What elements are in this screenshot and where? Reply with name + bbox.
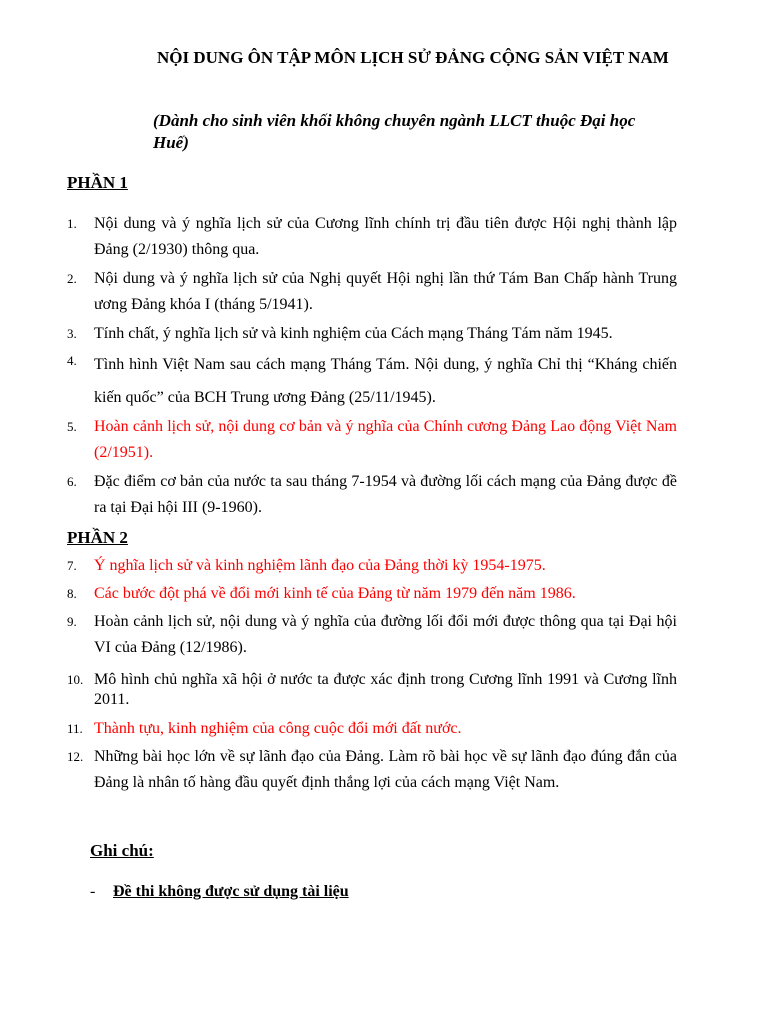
list-item-4 xyxy=(67,348,677,414)
note-text: Đề thi không được sử dụng tài liệu xyxy=(113,883,349,900)
list-item-text: Nội dung và ý nghĩa lịch sử của Nghị quyết Hội nghị lần thứ Tám Ban Chấp hành Trung ương Đảng khóa I (tháng 5/1941). xyxy=(94,270,677,313)
list-item-2 xyxy=(67,266,677,318)
list-item-10 xyxy=(67,670,677,710)
list-item-text: Nội dung và ý nghĩa lịch sử của Cương lĩnh chính trị đầu tiên được Hội nghị thành lập Đảng (2/1930) thông qua. xyxy=(94,215,677,258)
list-item-5 xyxy=(67,414,677,466)
list-item-number: 6. xyxy=(67,474,77,489)
list-item-text: Thành tựu, kinh nghiệm của công cuộc đổi mới đất nước. xyxy=(94,720,462,737)
section-1-heading: PHẦN 1 xyxy=(67,173,128,192)
list-item-3 xyxy=(67,321,677,347)
list-item-number: 12. xyxy=(67,749,84,764)
document-subtitle: (Dành cho sinh viên khối không chuyên ngành LLCT thuộc Đại học Huế) xyxy=(153,111,636,152)
list-item-number: 11. xyxy=(67,721,83,736)
list-item-text: Ý nghĩa lịch sử và kinh nghiệm lãnh đạo của Đảng thời kỳ 1954-1975. xyxy=(94,557,546,574)
list-item-8 xyxy=(67,581,677,607)
list-item-text: Những bài học lớn về sự lãnh đạo của Đảng. Làm rõ bài học về sự lãnh đạo đúng đắn của Đảng là nhân tố hàng đầu quyết định thắng lợi của cách mạng Việt Nam. xyxy=(94,748,677,791)
list-item-6 xyxy=(67,469,677,521)
list-item-text: Tình hình Việt Nam sau cách mạng Tháng Tám. Nội dung, ý nghĩa Chỉ thị “Kháng chiến kiến quốc” của BCH Trung ương Đảng (25/11/1945). xyxy=(94,356,677,406)
list-item-text: Đặc điểm cơ bản của nước ta sau tháng 7-1954 và đường lối cách mạng của Đảng được đề ra tại Đại hội III (9-1960). xyxy=(94,473,677,516)
list-item-number: 3. xyxy=(67,326,77,341)
list-item-text: Tính chất, ý nghĩa lịch sử và kinh nghiệm của Cách mạng Tháng Tám năm 1945. xyxy=(94,325,613,342)
list-item-12 xyxy=(67,744,677,796)
list-item-number: 7. xyxy=(67,558,77,573)
list-item-number: 2. xyxy=(67,271,77,286)
list-item-number: 8. xyxy=(67,586,77,601)
list-item-number: 5. xyxy=(67,419,77,434)
list-item-text: Hoàn cảnh lịch sử, nội dung và ý nghĩa của đường lối đổi mới được thông qua tại Đại hội VI của Đảng (12/1986). xyxy=(94,613,677,656)
note-bullet: - xyxy=(90,883,96,900)
list-item-11 xyxy=(67,716,677,742)
list-item-text: Mô hình chủ nghĩa xã hội ở nước ta được xác định trong Cương lĩnh 1991 và Cương lĩnh 2011. xyxy=(94,671,677,708)
section-2-heading: PHẦN 2 xyxy=(67,528,128,547)
list-item-text: Các bước đột phá về đổi mới kinh tế của Đảng từ năm 1979 đến năm 1986. xyxy=(94,585,576,602)
list-item-number: 1. xyxy=(67,216,77,231)
document-title: NỘI DUNG ÔN TẬP MÔN LỊCH SỬ ĐẢNG CỘNG SẢN VIỆT NAM xyxy=(157,48,669,67)
list-item-9 xyxy=(67,609,677,661)
list-item-number: 9. xyxy=(67,614,77,629)
list-item-text: Hoàn cảnh lịch sử, nội dung cơ bản và ý nghĩa của Chính cương Đảng Lao động Việt Nam (2/1951). xyxy=(94,418,677,461)
note-heading: Ghi chú: xyxy=(90,841,154,860)
list-item-number: 4. xyxy=(67,353,77,368)
list-item-number: 10. xyxy=(67,672,84,687)
list-item-7 xyxy=(67,553,677,579)
list-item-1 xyxy=(67,211,677,263)
